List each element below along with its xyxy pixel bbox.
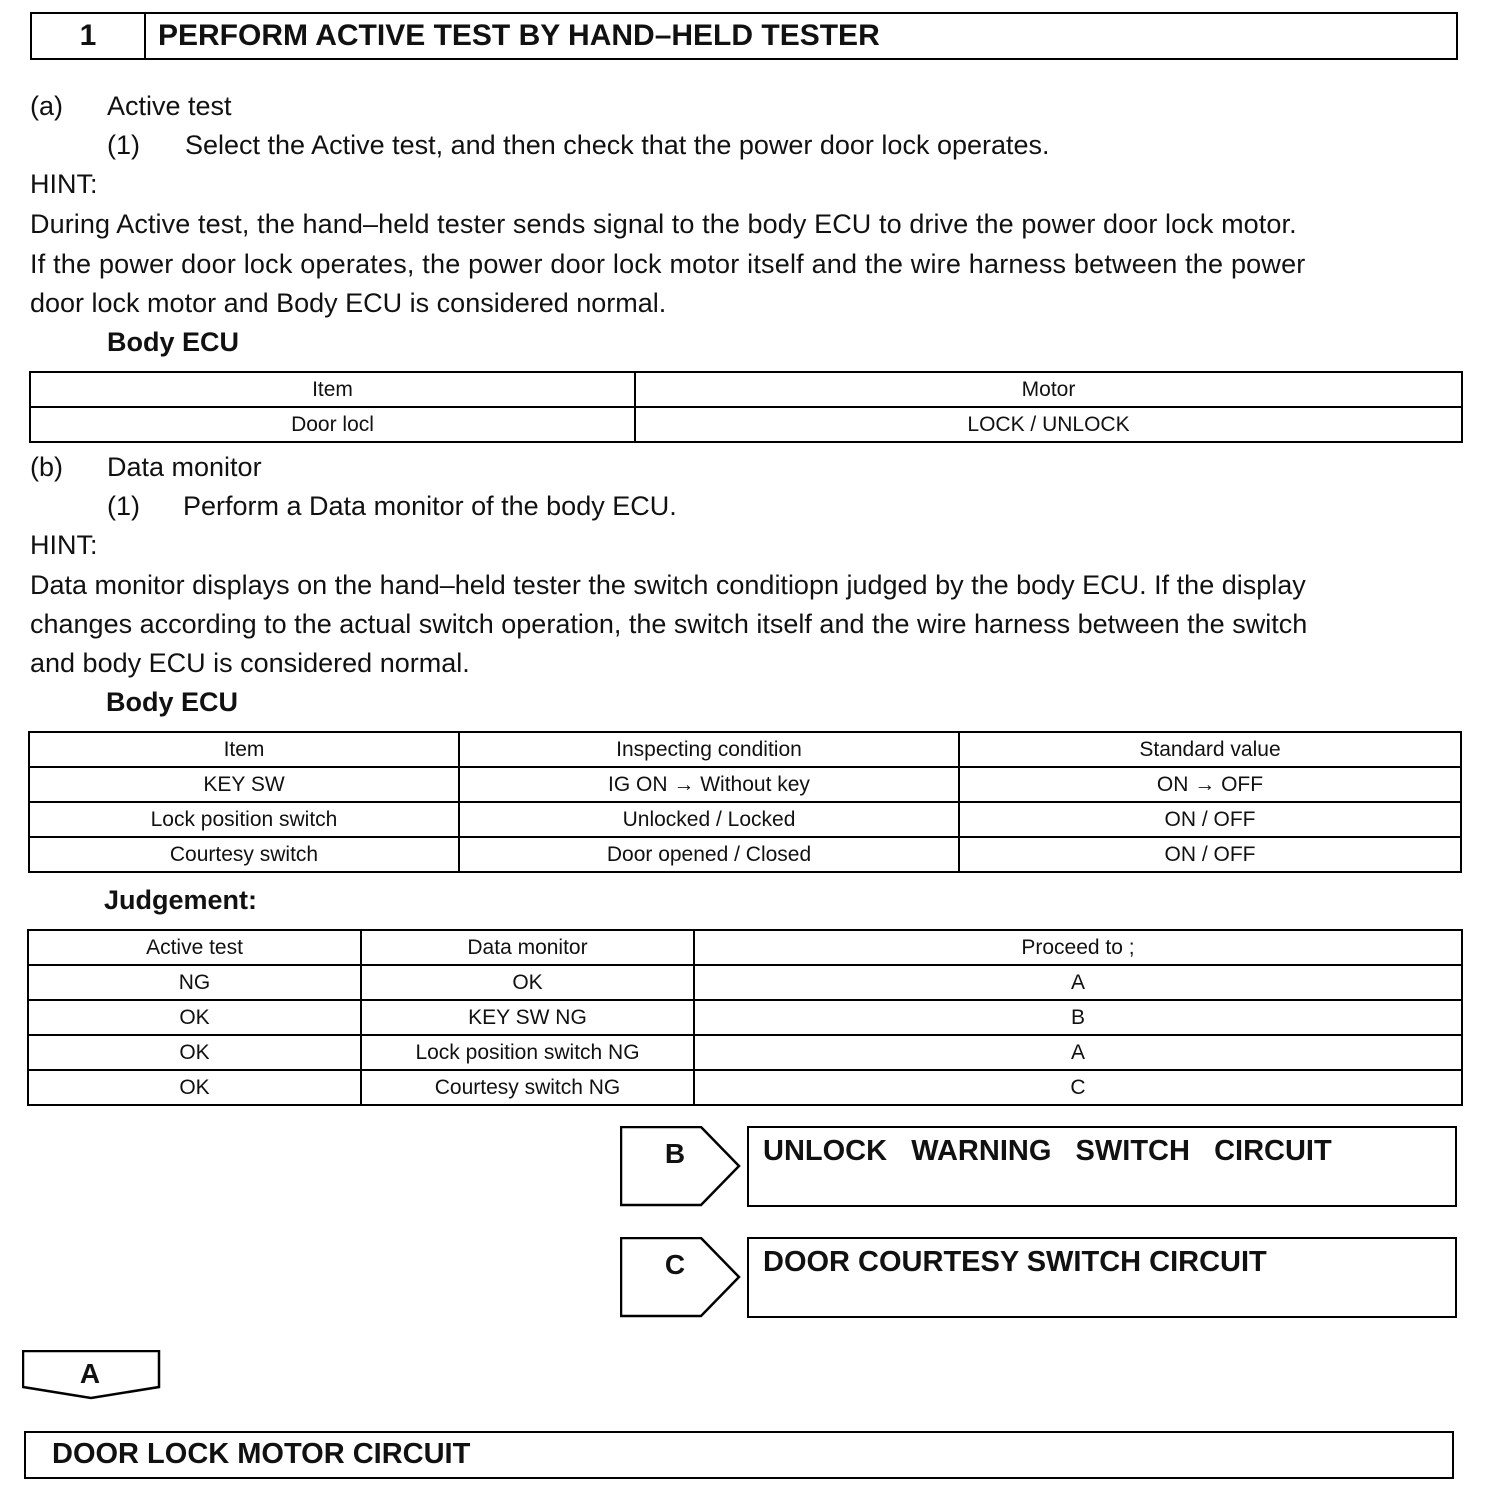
outcome-a-text: DOOR LOCK MOTOR CIRCUIT <box>52 1438 471 1470</box>
outcome-b-box <box>747 1126 1457 1207</box>
table-row <box>29 802 1461 837</box>
step-title: PERFORM ACTIVE TEST BY HAND–HELD TESTER <box>158 19 880 52</box>
section-b-hint-label: HINT: <box>30 530 98 560</box>
judgement-title: Judgement: <box>104 885 258 915</box>
table-cell: Door opened / Closed <box>459 837 959 872</box>
table-cell: IG ON → Without key <box>459 767 959 802</box>
table-cell: OK <box>361 965 694 1000</box>
section-a-hint-line: If the power door lock operates, the power door lock motor itself and the wire harness between the power <box>30 249 1306 279</box>
table-header-cell: Active test <box>28 930 361 965</box>
table-header-cell: Item <box>30 372 635 407</box>
section-a-marker: (a) <box>30 91 63 121</box>
section-b-title: Data monitor <box>107 452 262 482</box>
section-a-title: Active test <box>107 91 232 121</box>
table-cell: A <box>694 965 1462 1000</box>
section-a-table-title: Body ECU <box>107 327 240 357</box>
table-row <box>28 1070 1462 1105</box>
section-b-step-text: Perform a Data monitor of the body ECU. <box>183 491 677 521</box>
table-cell: Lock position switch NG <box>361 1035 694 1070</box>
table-cell: B <box>694 1000 1462 1035</box>
section-a-hint-line: During Active test, the hand–held tester sends signal to the body ECU to drive the power door lock motor. <box>30 209 1297 239</box>
table-cell: ON / OFF <box>959 837 1461 872</box>
section-b-hint-line: Data monitor displays on the hand–held tester the switch conditiopn judged by the body ECU. If the display <box>30 570 1306 600</box>
table-row <box>28 1035 1462 1070</box>
section-b-marker: (b) <box>30 452 63 482</box>
section-b-table-title: Body ECU <box>106 687 239 717</box>
table-cell: KEY SW NG <box>361 1000 694 1035</box>
section-a-step-marker: (1) <box>107 130 140 160</box>
table-cell: Courtesy switch <box>29 837 459 872</box>
outcome-b-label: B <box>664 1138 686 1169</box>
outcome-a-box <box>24 1431 1454 1479</box>
table-header-cell: Standard value <box>959 732 1461 767</box>
table-cell: C <box>694 1070 1462 1105</box>
table-cell: Courtesy switch NG <box>361 1070 694 1105</box>
table-header-row <box>28 930 1462 965</box>
data-monitor-table <box>28 731 1462 873</box>
active-test-table <box>29 371 1463 443</box>
step-header <box>30 12 1458 60</box>
table-cell: LOCK / UNLOCK <box>635 407 1462 442</box>
table-cell: ON / OFF <box>959 802 1461 837</box>
section-b-hint-line: changes according to the actual switch operation, the switch itself and the wire harness between the switch <box>30 609 1308 639</box>
table-cell: A <box>694 1035 1462 1070</box>
section-a-hint-label: HINT: <box>30 169 98 199</box>
table-row <box>28 1000 1462 1035</box>
section-a-hint-line: door lock motor and Body ECU is considered normal. <box>30 288 667 318</box>
outcome-c-box <box>747 1237 1457 1318</box>
table-cell: Lock position switch <box>29 802 459 837</box>
table-cell: KEY SW <box>29 767 459 802</box>
outcome-a-label: A <box>79 1358 101 1389</box>
outcome-b-text: UNLOCK WARNING SWITCH CIRCUIT <box>763 1135 1332 1167</box>
table-row <box>29 837 1461 872</box>
section-b-hint-line: and body ECU is considered normal. <box>30 648 470 678</box>
judgement-table <box>27 929 1463 1106</box>
table-header-row <box>30 372 1462 407</box>
table-row <box>30 407 1462 442</box>
table-header-cell: Data monitor <box>361 930 694 965</box>
table-header-row <box>29 732 1461 767</box>
step-number: 1 <box>32 14 146 58</box>
table-header-cell: Proceed to ; <box>694 930 1462 965</box>
table-row <box>29 767 1461 802</box>
table-cell: Unlocked / Locked <box>459 802 959 837</box>
table-cell: NG <box>28 965 361 1000</box>
outcome-c-label: C <box>664 1249 686 1280</box>
outcome-c-text: DOOR COURTESY SWITCH CIRCUIT <box>763 1246 1267 1278</box>
table-header-cell: Item <box>29 732 459 767</box>
table-cell: Door locl <box>30 407 635 442</box>
section-b-step-marker: (1) <box>107 491 140 521</box>
table-header-cell: Inspecting condition <box>459 732 959 767</box>
table-cell: OK <box>28 1000 361 1035</box>
table-header-cell: Motor <box>635 372 1462 407</box>
table-cell: OK <box>28 1070 361 1105</box>
table-cell: ON → OFF <box>959 767 1461 802</box>
table-cell: OK <box>28 1035 361 1070</box>
table-row <box>28 965 1462 1000</box>
section-a-step-text: Select the Active test, and then check that the power door lock operates. <box>185 130 1050 160</box>
